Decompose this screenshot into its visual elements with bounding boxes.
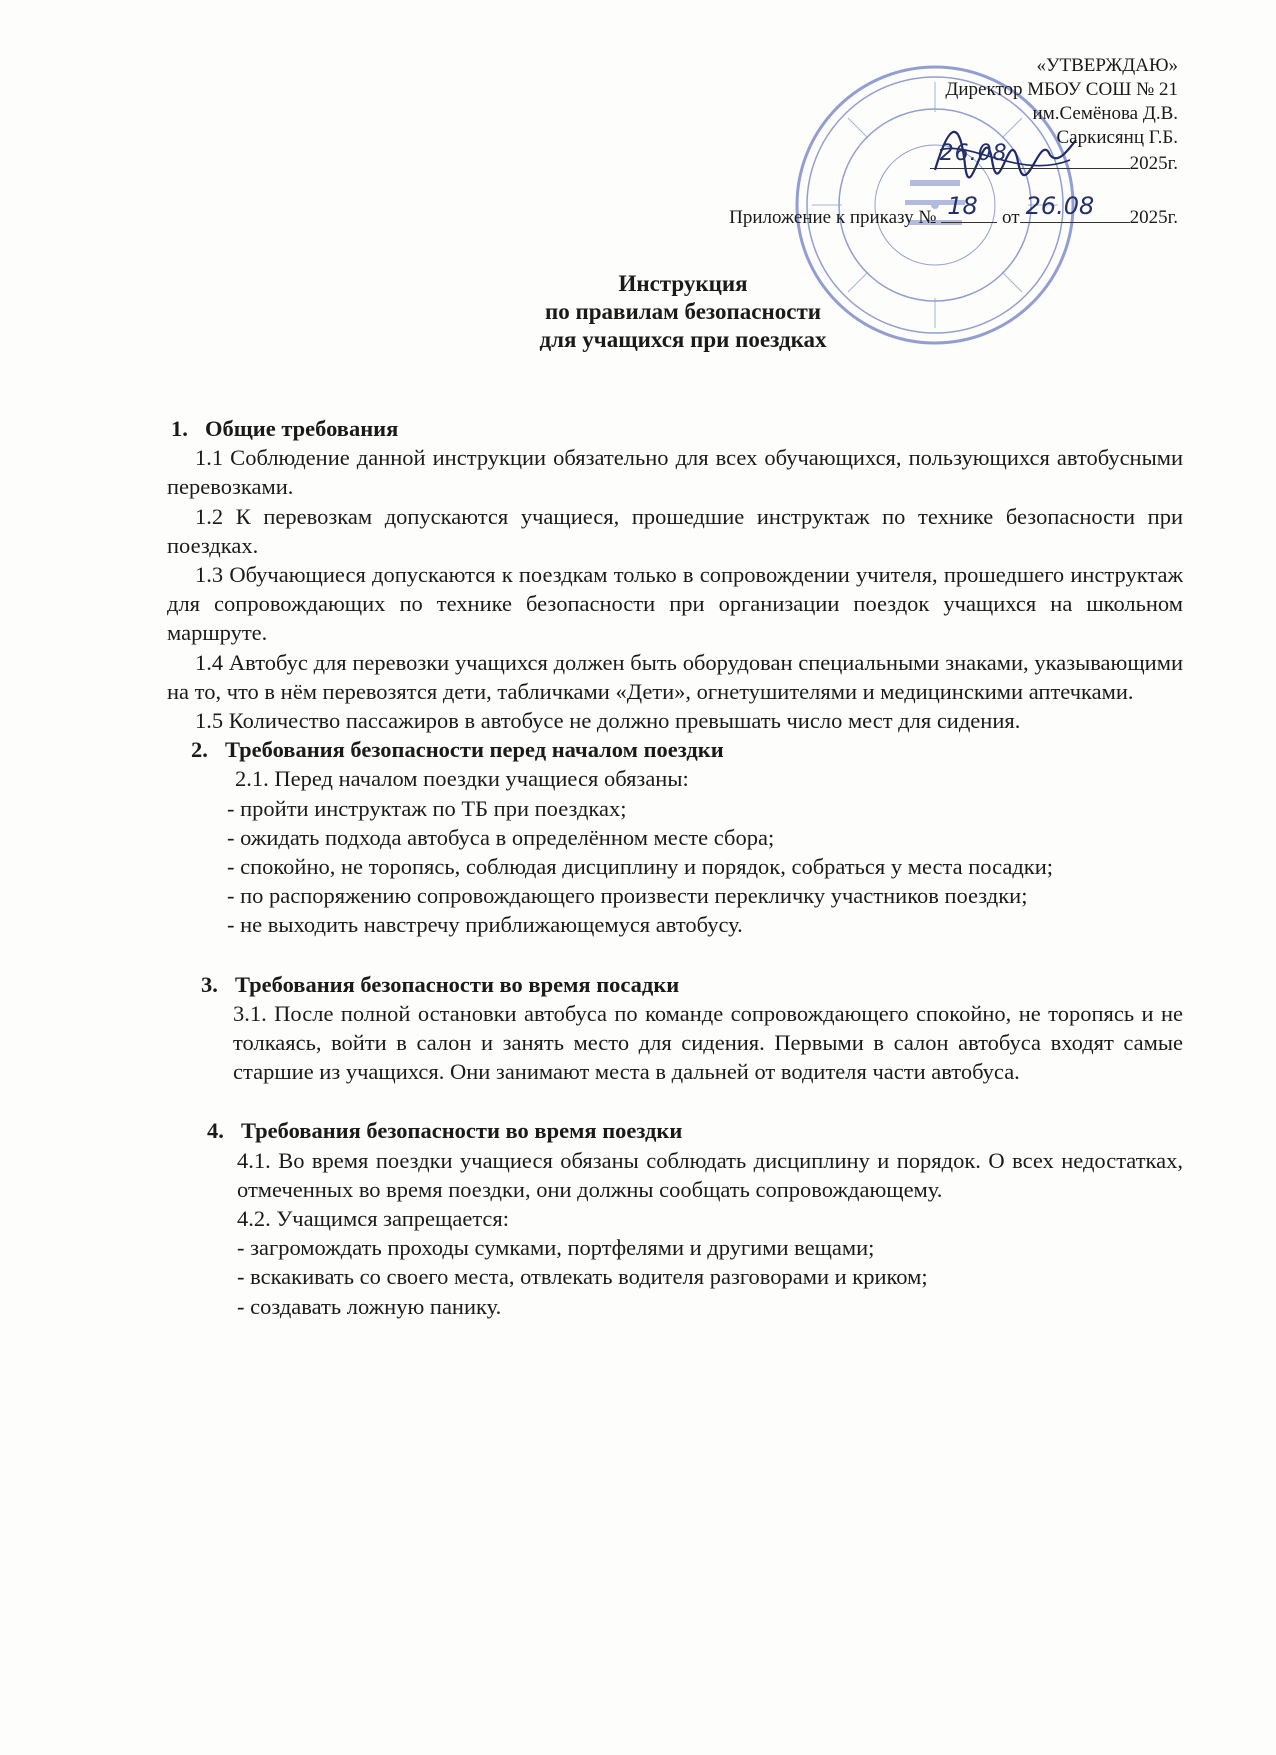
paragraph-1-4: 1.4 Автобус для перевозки учащихся должен быть оборудован специальными знаками, указывающими на то, что в нём перевозятся дети, табличками «Дети», огнетушителями и медицинскими аптечками. (167, 649, 1183, 704)
order-number-field (941, 192, 997, 223)
list-item: - ожидать подхода автобуса в определённом месте сбора; (227, 824, 775, 850)
approval-year: 2025г. (1129, 153, 1178, 174)
section-2 (187, 735, 1183, 939)
approval-date-handwritten: 26.08 (939, 141, 1008, 166)
section-1-heading (171, 414, 1183, 443)
paragraph-1-3: 1.3 Обучающиеся допускаются к поездкам только в сопровождении учителя, прошедшего инструктаж для сопровождающих по технике безопасности при организации поездок учащихся на школьном маршруте. (167, 562, 1183, 646)
approval-date-line (930, 141, 1178, 176)
section-4-number: 4. (207, 1118, 224, 1144)
section-4-title: Требования безопасности во время поездки (241, 1118, 683, 1144)
section-3-title: Требования безопасности во время посадки (235, 971, 680, 997)
list-item: - пройти инструктаж по ТБ при поездках; (227, 795, 627, 821)
director-line: Директор МБОУ СОШ № 21 (945, 79, 1178, 100)
section-4 (203, 1116, 1183, 1320)
paragraph-4-2: 4.2. Учащимся запрещается: (237, 1206, 510, 1232)
paragraph-1-1: 1.1 Соблюдение данной инструкции обязательно для всех обучающихся, пользующихся автобусными перевозками. (167, 445, 1183, 500)
section-4-heading (207, 1116, 1183, 1145)
list-item: - вскакивать со своего места, отвлекать водителя разговорами и криком; (237, 1264, 928, 1290)
paragraph-3-1: 3.1. После полной остановки автобуса по команде сопровождающего спокойно, не торопясь и не толкаясь, войти в салон и занять место для сидения. Первыми в салон автобуса входят самые старшие из учащихся. Они занимают места в дальней от водителя части автобуса. (233, 1000, 1183, 1085)
approval-date-field (930, 141, 1130, 169)
section-1-number: 1. (171, 416, 188, 441)
list-item: - спокойно, не торопясь, соблюдая дисциплину и порядок, собраться у места посадки; (227, 854, 1054, 880)
school-name: им.Семёнова Д.В. (1032, 103, 1178, 124)
appendix-from: от (1002, 207, 1020, 228)
appendix-year: 2025г. (1129, 207, 1178, 228)
document-title (0, 270, 1276, 354)
approval-block (930, 54, 1178, 176)
paragraph-2-1: 2.1. Перед началом поездки учащиеся обязаны: (235, 766, 689, 792)
section-3-number: 3. (201, 971, 218, 997)
section-2-title: Требования безопасности перед началом поездки (225, 737, 724, 763)
list-item: - по распоряжению сопровождающего произвести перекличку участников поездки; (227, 883, 1028, 909)
list-item: - не выходить навстречу приближающемуся автобусу. (227, 912, 743, 938)
section-1-title: Общие требования (205, 416, 399, 441)
approve-word: «УТВЕРЖДАЮ» (1036, 55, 1178, 76)
order-number-handwritten: 18 (947, 192, 978, 220)
list-item: - загромождать проходы сумками, портфелями и другими вещами; (237, 1235, 875, 1261)
appendix-date-handwritten: 26.08 (1025, 192, 1095, 220)
paragraph-1-5: 1.5 Количество пассажиров в автобусе не должно превышать число мест для сидения. (195, 708, 1021, 734)
director-name: Саркисянц Г.Б. (1056, 127, 1178, 148)
section-3-heading (201, 970, 1183, 999)
title-line-2: по правилам безопасности (544, 299, 822, 324)
list-item: - создавать ложную панику. (237, 1293, 502, 1319)
title-line-3: для учащихся при поездках (539, 327, 827, 352)
paragraph-4-1: 4.1. Во время поездки учащиеся обязаны соблюдать дисциплину и порядок. О всех недостатках, отмеченных во время поездки, они должны сообщать сопровождающему. (237, 1147, 1183, 1202)
section-3 (197, 970, 1183, 1087)
appendix-label: Приложение к приказу № (729, 207, 937, 228)
appendix-date-field (1020, 192, 1130, 223)
document-body (167, 414, 1183, 1321)
section-2-heading (191, 735, 1183, 764)
paragraph-1-2: 1.2 К перевозкам допускаются учащиеся, прошедшие инструктаж по технике безопасности при поездках. (167, 503, 1183, 558)
title-line-1: Инструкция (618, 271, 748, 296)
section-2-number: 2. (191, 737, 208, 763)
appendix-line (729, 192, 1178, 230)
